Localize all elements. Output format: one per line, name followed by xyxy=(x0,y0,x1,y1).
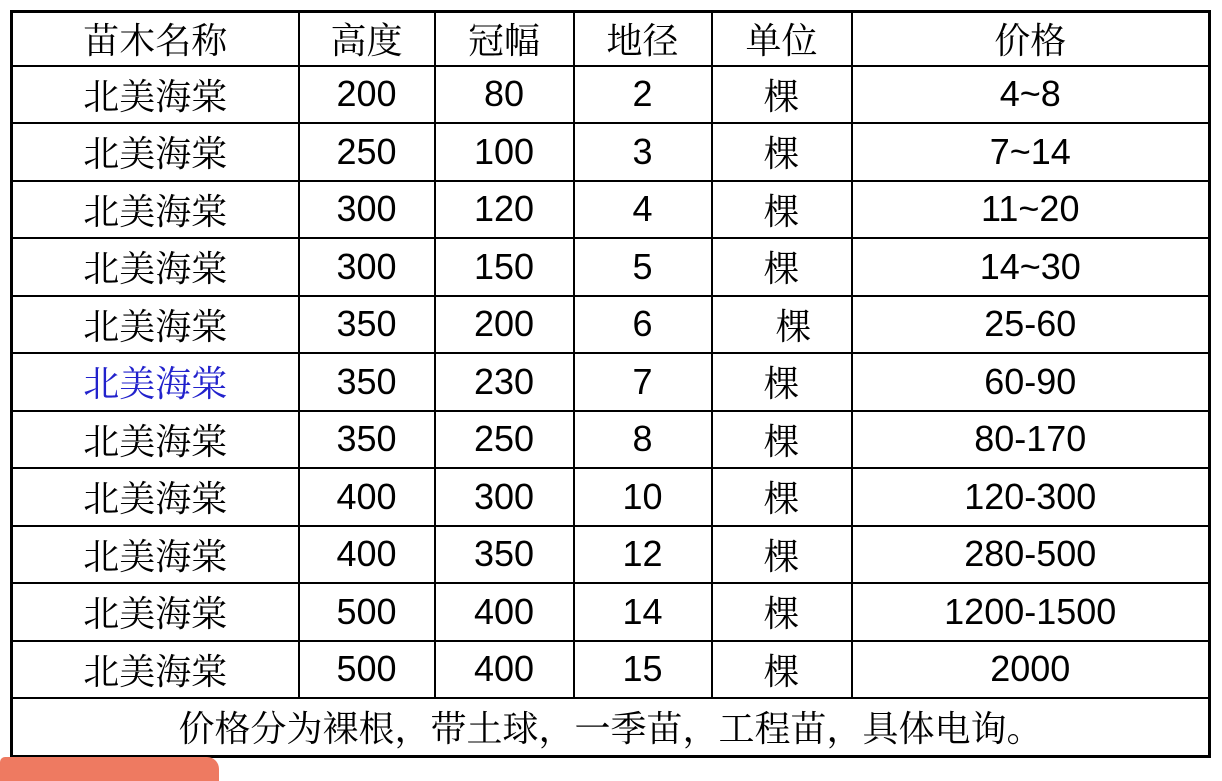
cell-name: 北美海棠 xyxy=(12,583,299,641)
cell-price: 11~20 xyxy=(852,181,1210,239)
cell-diameter: 8 xyxy=(574,411,712,469)
cell-name: 北美海棠 xyxy=(12,181,299,239)
cell-height: 500 xyxy=(299,583,435,641)
cell-height: 250 xyxy=(299,123,435,181)
table-row xyxy=(12,583,1210,641)
table-row xyxy=(12,641,1210,699)
col-header-seedling-name: 苗木名称 xyxy=(12,12,299,66)
cell-price: 4~8 xyxy=(852,66,1210,124)
cell-height: 350 xyxy=(299,353,435,411)
cell-height: 350 xyxy=(299,296,435,354)
cell-crown: 80 xyxy=(435,66,574,124)
col-header-ground-diameter: 地径 xyxy=(574,12,712,66)
cell-height: 500 xyxy=(299,641,435,699)
cell-price: 7~14 xyxy=(852,123,1210,181)
cell-crown: 400 xyxy=(435,641,574,699)
cell-price: 60-90 xyxy=(852,353,1210,411)
cell-crown: 100 xyxy=(435,123,574,181)
bottom-toast-fragment xyxy=(0,757,219,781)
table-row xyxy=(12,296,1210,354)
cell-diameter: 7 xyxy=(574,353,712,411)
cell-crown: 150 xyxy=(435,238,574,296)
footer-row xyxy=(12,698,1210,756)
cell-unit: 棵 xyxy=(712,181,852,239)
cell-name: 北美海棠 xyxy=(12,238,299,296)
cell-unit: 棵 xyxy=(712,238,852,296)
cell-price: 1200-1500 xyxy=(852,583,1210,641)
cell-name: 北美海棠 xyxy=(12,411,299,469)
cell-unit: 棵 xyxy=(712,296,852,354)
cell-crown: 300 xyxy=(435,468,574,526)
cell-height: 300 xyxy=(299,181,435,239)
table-row xyxy=(12,353,1210,411)
cell-crown: 200 xyxy=(435,296,574,354)
cell-height: 200 xyxy=(299,66,435,124)
cell-unit: 棵 xyxy=(712,468,852,526)
table-row xyxy=(12,181,1210,239)
cell-unit: 棵 xyxy=(712,526,852,584)
cell-price: 80-170 xyxy=(852,411,1210,469)
cell-height: 400 xyxy=(299,526,435,584)
footer-note: 价格分为裸根，带土球，一季苗，工程苗，具体电询。 xyxy=(12,698,1210,756)
table-row xyxy=(12,238,1210,296)
cell-name: 北美海棠 xyxy=(12,526,299,584)
cell-crown: 230 xyxy=(435,353,574,411)
price-table xyxy=(10,10,1211,758)
cell-diameter: 2 xyxy=(574,66,712,124)
cell-crown: 400 xyxy=(435,583,574,641)
col-header-crown-width: 冠幅 xyxy=(435,12,574,66)
cell-price: 120-300 xyxy=(852,468,1210,526)
cell-name: 北美海棠 xyxy=(12,296,299,354)
cell-diameter: 15 xyxy=(574,641,712,699)
col-header-price: 价格 xyxy=(852,12,1210,66)
cell-diameter: 4 xyxy=(574,181,712,239)
table-row xyxy=(12,411,1210,469)
cell-unit: 棵 xyxy=(712,583,852,641)
cell-diameter: 6 xyxy=(574,296,712,354)
cell-diameter: 5 xyxy=(574,238,712,296)
seedling-name-link[interactable]: 北美海棠 xyxy=(12,353,299,411)
cell-unit: 棵 xyxy=(712,411,852,469)
cell-crown: 120 xyxy=(435,181,574,239)
table-row xyxy=(12,123,1210,181)
cell-name: 北美海棠 xyxy=(12,468,299,526)
cell-diameter: 3 xyxy=(574,123,712,181)
cell-height: 350 xyxy=(299,411,435,469)
cell-unit: 棵 xyxy=(712,353,852,411)
col-header-height: 高度 xyxy=(299,12,435,66)
cell-name: 北美海棠 xyxy=(12,66,299,124)
cell-price: 25-60 xyxy=(852,296,1210,354)
cell-height: 400 xyxy=(299,468,435,526)
cell-unit: 棵 xyxy=(712,641,852,699)
cell-price: 14~30 xyxy=(852,238,1210,296)
cell-name: 北美海棠 xyxy=(12,641,299,699)
cell-unit: 棵 xyxy=(712,66,852,124)
table-row xyxy=(12,468,1210,526)
cell-unit: 棵 xyxy=(712,123,852,181)
table-row xyxy=(12,526,1210,584)
cell-diameter: 14 xyxy=(574,583,712,641)
cell-crown: 250 xyxy=(435,411,574,469)
header-row xyxy=(12,12,1210,66)
cell-diameter: 10 xyxy=(574,468,712,526)
cell-name: 北美海棠 xyxy=(12,123,299,181)
cell-price: 2000 xyxy=(852,641,1210,699)
cell-diameter: 12 xyxy=(574,526,712,584)
cell-height: 300 xyxy=(299,238,435,296)
col-header-unit: 单位 xyxy=(712,12,852,66)
cell-price: 280-500 xyxy=(852,526,1210,584)
cell-crown: 350 xyxy=(435,526,574,584)
table-row xyxy=(12,66,1210,124)
